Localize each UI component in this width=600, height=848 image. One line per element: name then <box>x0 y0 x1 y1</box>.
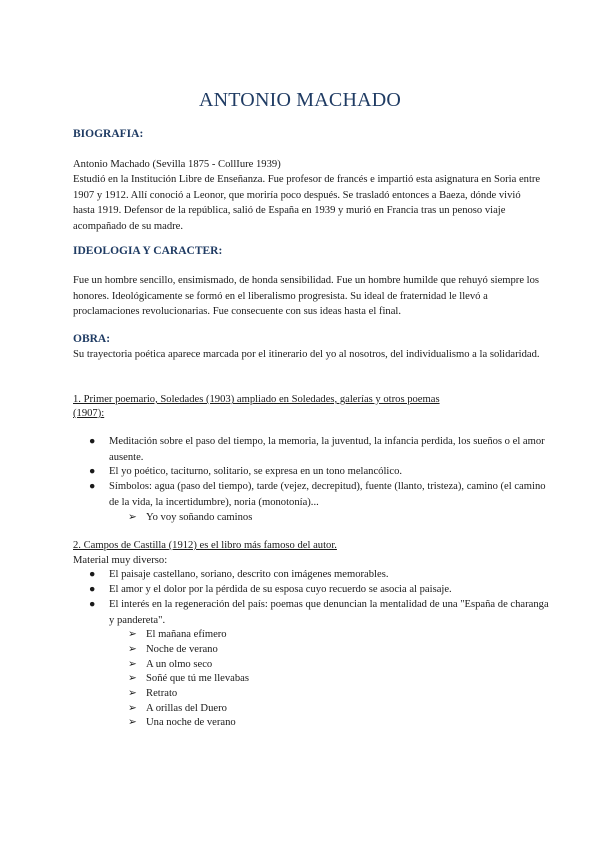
obra-text: Su trayectoria poética aparece marcada por el itinerario del yo al nosotros, del individualismo a la solidaridad. <box>73 349 540 360</box>
section2-sub-item <box>128 715 236 730</box>
biografia-text: Estudió en la Institución Libre de Enseñanza. Fue profesor de francés e impartió esta asignatura en Soria entre 1907 y 1912. Allí conoció a Leonor, que moriría poco después. Se trasladó entonces a Baeza, dónde vivió hasta 1919. Defensor de la república, salió de España en 1939 y murió en Francia tras un penoso viaje acompañado de su madre. <box>73 174 541 232</box>
section1-bullet-1 <box>89 434 549 466</box>
bullet-text: El paisaje castellano, soriano, descrito con imágenes memorables. <box>109 569 389 580</box>
sub-item-text: Retrato <box>146 688 178 699</box>
section2-intro: Material muy diverso: <box>73 555 168 566</box>
arrow-icon: ➢ <box>128 673 137 684</box>
bullet-icon: ● <box>89 466 96 477</box>
biografia-heading: BIOGRAFIA: <box>73 128 144 140</box>
section2-bullet-2 <box>89 582 549 598</box>
page-title: ANTONIO MACHADO <box>198 89 402 111</box>
bullet-icon: ● <box>89 584 96 595</box>
bullet-text: Meditación sobre el paso del tiempo, la memoria, la juventud, la infancia perdida, los sueños o el amor ausente. <box>109 436 545 463</box>
bullet-text: El interés en la regeneración del país: poemas que denuncian la mentalidad de una "España de charanga y pandereta". <box>109 599 549 626</box>
section2-sub-item <box>128 642 218 657</box>
bullet-icon: ● <box>89 481 96 492</box>
section2-title: 2. Campos de Castilla (1912) es el libro más famoso del autor. <box>73 540 337 551</box>
bullet-icon: ● <box>89 569 96 580</box>
arrow-icon: ➢ <box>128 703 137 714</box>
section2-sub-item <box>128 701 227 716</box>
section1-sub-item <box>128 510 252 525</box>
arrow-icon: ➢ <box>128 512 137 523</box>
sub-item-text: Una noche de verano <box>146 717 236 728</box>
arrow-icon: ➢ <box>128 644 137 655</box>
section1-title-line2: (1907): <box>73 408 105 419</box>
section2-sub-item <box>128 671 249 686</box>
sub-item-text: A orillas del Duero <box>146 703 227 714</box>
section1-title-line1: 1. Primer poemario, Soledades (1903) ampliado en Soledades, galerías y otros poemas <box>73 394 440 405</box>
sub-item-text: Noche de verano <box>146 644 218 655</box>
bullet-icon: ● <box>89 436 96 447</box>
bullet-icon: ● <box>89 599 96 610</box>
section2-sub-item <box>128 686 177 701</box>
sub-item-text: Yo voy soñando caminos <box>146 512 253 523</box>
arrow-icon: ➢ <box>128 717 137 728</box>
bullet-text: El amor y el dolor por la pérdida de su esposa cuyo recuerdo se asocia al paisaje. <box>109 584 452 595</box>
section2-sub-item <box>128 657 212 672</box>
section1-bullet-2 <box>89 464 549 480</box>
sub-item-text: Soñé que tú me llevabas <box>146 673 249 684</box>
section2-bullet-1 <box>89 567 549 583</box>
arrow-icon: ➢ <box>128 659 137 670</box>
sub-item-text: El mañana efímero <box>146 629 227 640</box>
ideologia-heading: IDEOLOGIA Y CARACTER: <box>73 245 223 257</box>
arrow-icon: ➢ <box>128 629 137 640</box>
section1-bullet-3 <box>89 479 549 511</box>
section2-sub-item <box>128 627 227 642</box>
arrow-icon: ➢ <box>128 688 137 699</box>
section2-bullet-3 <box>89 597 549 629</box>
ideologia-text: Fue un hombre sencillo, ensimismado, de honda sensibilidad. Fue un hombre humilde que rehuyó siempre los honores. Ideológicamente se formó en el liberalismo progresista. Su ideal de fraternidad le llevó a proclamaciones revolucionarias. Fue consecuente con sus ideas hasta el final. <box>73 275 540 317</box>
bullet-text: Símbolos: agua (paso del tiempo), tarde (vejez, decrepitud), fuente (llanto, tristeza), camino (el camino de la vida, la incertidumbre), noria (monotonía)... <box>109 481 546 508</box>
obra-heading: OBRA: <box>73 333 111 345</box>
biografia-name-dates: Antonio Machado (Sevilla 1875 - CollIure 1939) <box>73 159 281 170</box>
sub-item-text: A un olmo seco <box>146 659 213 670</box>
bullet-text: El yo poético, taciturno, solitario, se expresa en un tono melancólico. <box>109 466 403 477</box>
